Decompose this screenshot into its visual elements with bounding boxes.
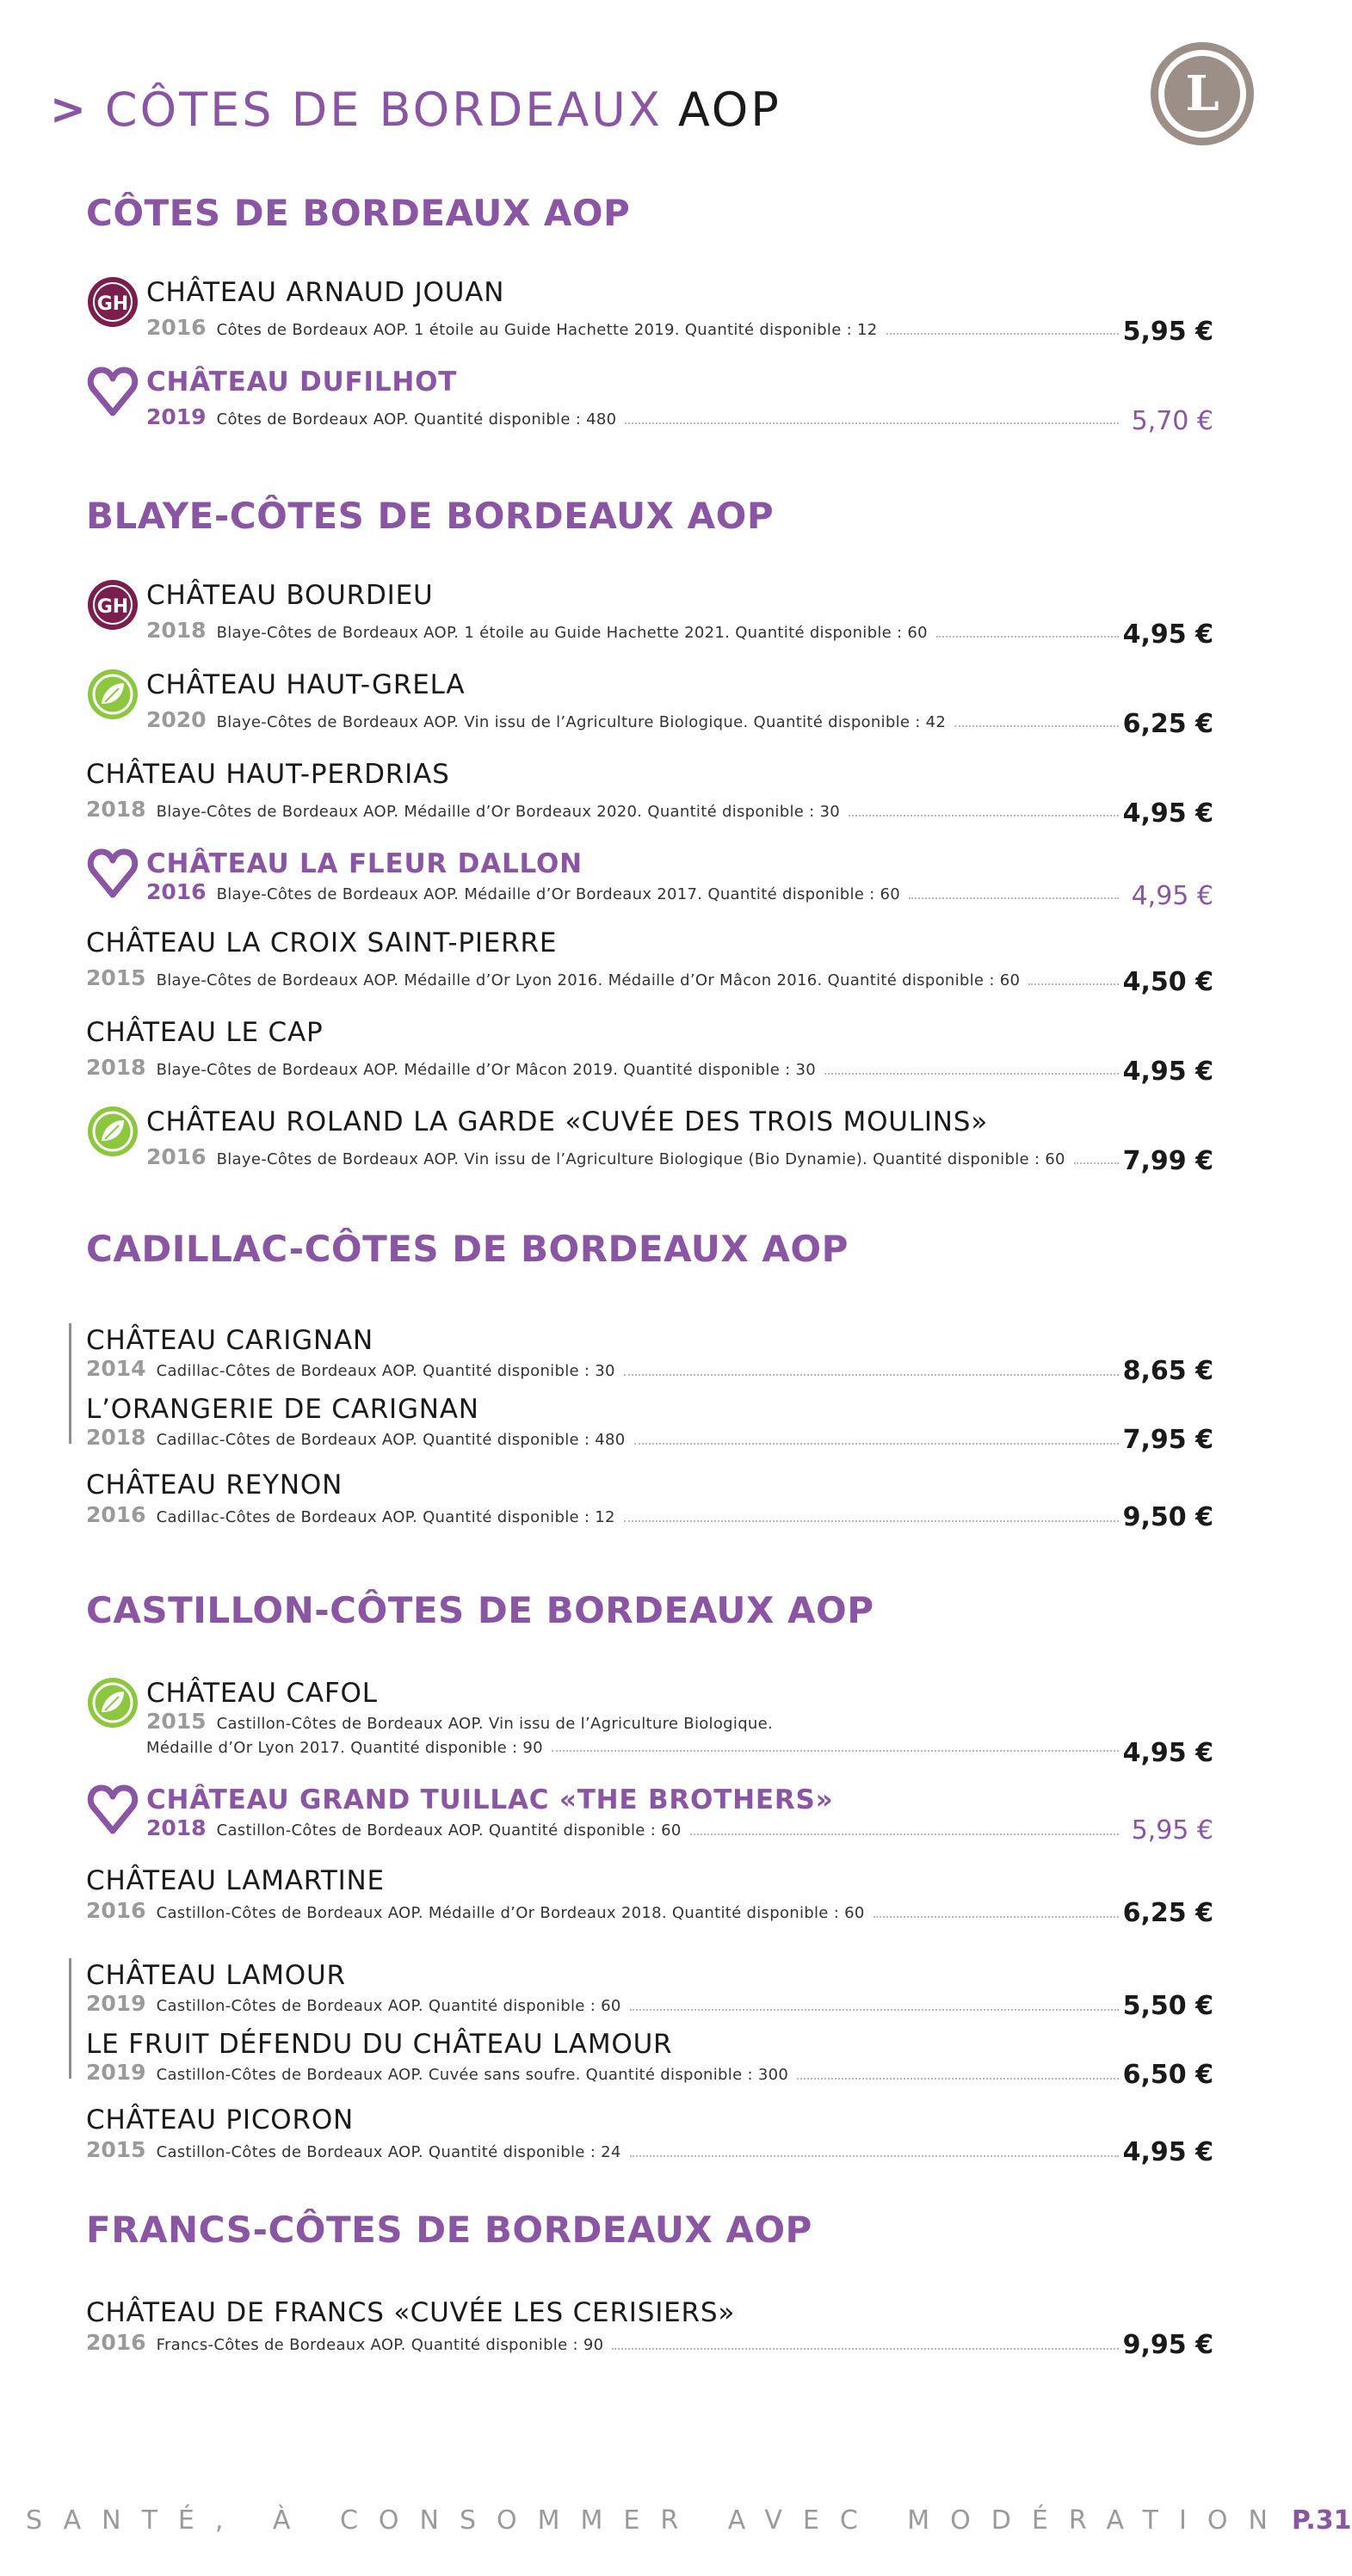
organic-leaf-icon (86, 668, 139, 721)
svg-text:GH: GH (96, 293, 129, 315)
section-francs (86, 2204, 1213, 2376)
wine-entry (86, 1953, 1213, 2022)
wine-price: 5,95 € (1122, 317, 1213, 347)
wine-vintage: 2016 (86, 1898, 146, 1923)
wine-description: Blaye-Côtes de Bordeaux AOP. 1 étoile au Guide Hachette 2021. Quantité disponible : 60 (216, 624, 928, 642)
wine-list (86, 188, 1213, 2376)
wine-entry (86, 752, 1213, 841)
wine-entry (86, 1100, 1213, 1189)
wine-vintage: 2019 (146, 404, 207, 429)
wine-name: CHÂTEAU ARNAUD JOUAN (146, 277, 505, 308)
wine-price: 5,95 € (1131, 1815, 1213, 1846)
wine-entry (86, 1318, 1213, 1387)
wine-name: CHÂTEAU CARIGNAN (86, 1325, 373, 1356)
wine-entry (86, 662, 1213, 752)
wine-name: LE FRUIT DÉFENDU DU CHÂTEAU LAMOUR (86, 2029, 673, 2060)
wine-name: CHÂTEAU HAUT-GRELA (146, 669, 466, 700)
section-title: CÔTES DE BORDEAUX AOP (86, 192, 631, 234)
wine-entry (86, 1671, 1213, 1778)
wine-vintage: 2015 (146, 1709, 207, 1734)
wine-name: CHÂTEAU CAFOL (146, 1678, 378, 1709)
wine-description: Cadillac-Côtes de Bordeaux AOP. Quantité disponible : 12 (156, 1508, 615, 1526)
wine-entry (86, 2290, 1213, 2380)
wine-description: Blaye-Côtes de Bordeaux AOP. Médaille d’Or Lyon 2016. Médaille d’Or Mâcon 2016. Quantité disponible : 60 (156, 971, 1021, 989)
wine-price: 4,95 € (1122, 798, 1213, 829)
organic-leaf-icon (86, 1676, 139, 1729)
dot-leader (624, 1374, 1119, 1376)
wine-description: Blaye-Côtes de Bordeaux AOP. Vin issu de l’Agriculture Biologique. Quantité disponible : 42 (216, 713, 947, 731)
dot-leader (625, 422, 1119, 424)
wine-name: CHÂTEAU PICORON (86, 2105, 355, 2135)
wine-name: CHÂTEAU LA FLEUR DALLON (146, 848, 583, 879)
wine-name: CHÂTEAU DE FRANCS «CUVÉE LES CERISIERS» (86, 2297, 736, 2328)
wine-name: CHÂTEAU REYNON (86, 1470, 343, 1501)
wine-vintage: 2016 (86, 2330, 146, 2355)
section-castillon (86, 1585, 1213, 2204)
logo-letter: L (1185, 65, 1219, 122)
wine-vintage: 2014 (86, 1356, 146, 1381)
wine-price: 6,50 € (1122, 2060, 1213, 2090)
wine-description: Cadillac-Côtes de Bordeaux AOP. Quantité disponible : 30 (156, 1362, 615, 1380)
page-number: P.31 (1291, 2505, 1352, 2536)
wine-entry (86, 1010, 1213, 1100)
wine-description: Castillon-Côtes de Bordeaux AOP. Vin issu de l’Agriculture Biologique. (216, 1715, 774, 1733)
wine-price: 5,70 € (1131, 406, 1213, 436)
wine-price: 5,50 € (1122, 1991, 1213, 2021)
wine-name: CHÂTEAU LAMOUR (86, 1960, 346, 1991)
wine-entry (86, 1858, 1213, 1953)
wine-vintage: 2016 (146, 315, 207, 340)
wine-description: Blaye-Côtes de Bordeaux AOP. Médaille d’Or Bordeaux 2017. Quantité disponible : 60 (216, 885, 901, 903)
wine-vintage: 2018 (146, 1815, 207, 1840)
wine-entry (86, 573, 1213, 662)
section-title: FRANCS-CÔTES DE BORDEAUX AOP (86, 2209, 812, 2251)
wine-description: Castillon-Côtes de Bordeaux AOP. Quantité disponible : 60 (156, 1997, 621, 2015)
guide-hachette-icon (86, 578, 139, 632)
wine-description-cont: Médaille d’Or Lyon 2017. Quantité disponible : 90 (146, 1739, 543, 1757)
dot-leader (630, 2009, 1119, 2011)
wine-name: CHÂTEAU LE CAP (86, 1017, 324, 1048)
wine-entry (86, 1463, 1213, 1552)
page-title: CÔTES DE BORDEAUX (104, 82, 663, 137)
page-title-suffix: AOP (677, 82, 781, 137)
dot-leader (690, 1833, 1119, 1835)
dot-leader (909, 897, 1119, 899)
wine-vintage: 2018 (86, 1425, 146, 1450)
wine-description: Castillon-Côtes de Bordeaux AOP. Quantité disponible : 60 (216, 1821, 682, 1840)
wine-price: 4,95 € (1122, 1738, 1213, 1768)
wine-name: L’ORANGERIE DE CARIGNAN (86, 1394, 479, 1425)
dot-leader (954, 725, 1119, 727)
wine-price: 4,95 € (1122, 2137, 1213, 2167)
wine-vintage: 2015 (86, 965, 146, 990)
heart-icon (86, 847, 139, 900)
wine-entry (86, 1778, 1213, 1858)
wine-price: 9,95 € (1122, 2330, 1213, 2360)
wine-entry (86, 270, 1213, 360)
organic-leaf-icon (86, 1105, 139, 1158)
wine-price: 6,25 € (1122, 1898, 1213, 1928)
wine-name: CHÂTEAU GRAND TUILLAC «THE BROTHERS» (146, 1784, 834, 1815)
dot-leader (612, 2348, 1119, 2350)
wine-vintage: 2016 (146, 879, 207, 904)
wine-vintage: 2019 (86, 2060, 146, 2085)
dot-leader (824, 1073, 1119, 1075)
wine-description: Blaye-Côtes de Bordeaux AOP. Médaille d’Or Mâcon 2019. Quantité disponible : 30 (156, 1061, 816, 1079)
dot-leader (624, 1520, 1119, 1522)
health-warning: SANTÉ, À CONSOMMER AVEC MODÉRATION (26, 2505, 1288, 2536)
section-cadillac (86, 1223, 1213, 1585)
wine-description: Castillon-Côtes de Bordeaux AOP. Médaille d’Or Bordeaux 2018. Quantité disponible : 60 (156, 1904, 865, 1922)
dot-leader (936, 636, 1119, 638)
leclerc-logo (1148, 40, 1256, 148)
section-blaye (86, 490, 1213, 1223)
dot-leader (552, 1750, 1119, 1752)
wine-description: Blaye-Côtes de Bordeaux AOP. Vin issu de l’Agriculture Biologique (Bio Dynamie). Quantité disponible : 60 (216, 1150, 1065, 1168)
section-title: BLAYE-CÔTES DE BORDEAUX AOP (86, 495, 775, 537)
wine-price: 9,50 € (1122, 1502, 1213, 1532)
wine-vintage: 2020 (146, 707, 207, 732)
wine-entry (86, 1387, 1213, 1456)
wine-name: CHÂTEAU HAUT-PERDRIAS (86, 759, 450, 790)
wine-name: CHÂTEAU DUFILHOT (146, 367, 458, 397)
wine-price: 7,95 € (1122, 1425, 1213, 1455)
wine-vintage: 2018 (146, 618, 207, 643)
wine-description: Côtes de Bordeaux AOP. Quantité disponible : 480 (216, 410, 617, 428)
wine-vintage: 2015 (86, 2137, 146, 2162)
wine-entry (86, 921, 1213, 1010)
wine-description: Blaye-Côtes de Bordeaux AOP. Médaille d’Or Bordeaux 2020. Quantité disponible : 30 (156, 803, 841, 821)
wine-entry (86, 841, 1213, 921)
wine-entry (86, 360, 1213, 449)
footer (26, 2505, 1352, 2536)
dot-leader (634, 1443, 1119, 1445)
wine-description: Côtes de Bordeaux AOP. 1 étoile au Guide Hachette 2019. Quantité disponible : 12 (216, 321, 878, 339)
guide-hachette-icon (86, 275, 139, 329)
wine-vintage: 2019 (86, 1991, 146, 2016)
wine-price: 7,99 € (1122, 1146, 1213, 1176)
wine-description: Cadillac-Côtes de Bordeaux AOP. Quantité disponible : 480 (156, 1431, 626, 1449)
wine-name: CHÂTEAU ROLAND LA GARDE «CUVÉE DES TROIS MOULINS» (146, 1106, 989, 1137)
section-cotes-de-bordeaux (86, 188, 1213, 490)
wine-price: 4,50 € (1122, 967, 1213, 997)
dot-leader (1028, 983, 1119, 985)
wine-price: 6,25 € (1122, 709, 1213, 739)
wine-vintage: 2016 (86, 1502, 146, 1527)
dot-leader (1074, 1162, 1119, 1164)
pair-bracket (69, 1323, 71, 1444)
pair-bracket (69, 1958, 71, 2079)
dot-leader (886, 333, 1120, 335)
dot-leader (797, 2078, 1119, 2080)
wine-entry (86, 2022, 1213, 2091)
wine-entry (86, 2098, 1213, 2187)
paired-wines (86, 1318, 1213, 1456)
paired-wines (86, 1953, 1213, 2091)
wine-price: 8,65 € (1122, 1356, 1213, 1386)
wine-name: CHÂTEAU LAMARTINE (86, 1865, 385, 1896)
dot-leader (630, 2155, 1119, 2157)
chevron-right-icon: > (50, 84, 86, 134)
dot-leader (874, 1916, 1119, 1918)
wine-price: 4,95 € (1122, 1057, 1213, 1087)
wine-price: 4,95 € (1122, 619, 1213, 650)
wine-name: CHÂTEAU LA CROIX SAINT-PIERRE (86, 927, 558, 958)
dot-leader (849, 815, 1119, 817)
section-title: CASTILLON-CÔTES DE BORDEAUX AOP (86, 1589, 874, 1631)
wine-vintage: 2016 (146, 1144, 207, 1169)
section-title: CADILLAC-CÔTES DE BORDEAUX AOP (86, 1228, 849, 1270)
wine-description: Castillon-Côtes de Bordeaux AOP. Quantité disponible : 24 (156, 2143, 621, 2161)
heart-icon (86, 365, 139, 418)
wine-description: Francs-Côtes de Bordeaux AOP. Quantité disponible : 90 (156, 2336, 604, 2354)
wine-name: CHÂTEAU BOURDIEU (146, 580, 434, 611)
heart-icon (86, 1783, 139, 1836)
page-header (50, 79, 781, 139)
wine-vintage: 2018 (86, 1055, 146, 1080)
svg-text:GH: GH (96, 596, 129, 618)
wine-vintage: 2018 (86, 797, 146, 822)
wine-price: 4,95 € (1131, 881, 1213, 911)
wine-description: Castillon-Côtes de Bordeaux AOP. Cuvée sans soufre. Quantité disponible : 300 (156, 2066, 789, 2084)
